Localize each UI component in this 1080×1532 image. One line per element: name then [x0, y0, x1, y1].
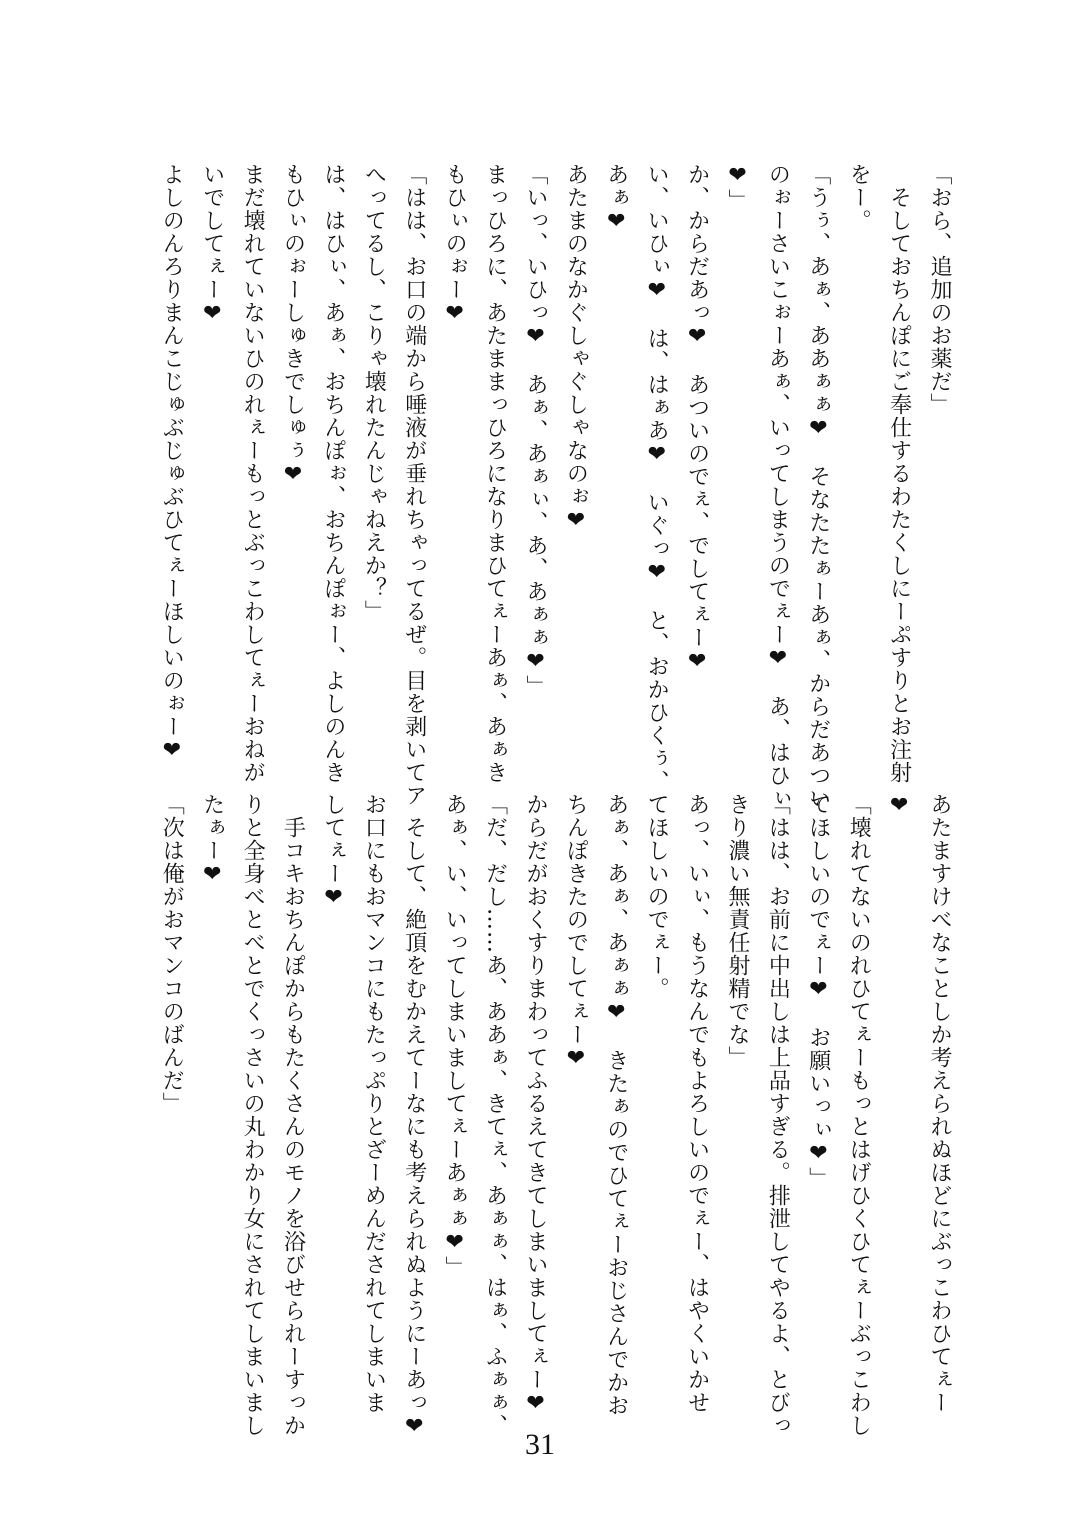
text-column: 「だ、だし……あ、ああぁ、きてぇ、あぁぁ、はぁ、ふぁぁ、: [482, 793, 508, 1437]
text-column: 手コキおちんぽからもたくさんのモノを浴びせられーすっか: [280, 793, 306, 1437]
text-column: へってるし、こりゃ壊れたんじゃねえか？」: [361, 163, 387, 623]
text-column: してぇー❤: [320, 793, 346, 911]
text-column: ちんぽきたのでしてぇー❤: [563, 793, 589, 1072]
text-column: からだがおくすりまわってふるえてきてしまいましてぇー❤: [522, 793, 548, 1417]
text-column: あぁ、あぁ、あぁぁ❤ きたぁのでひてぇーおじさんでかお: [603, 793, 629, 1417]
text-column: をー。: [846, 163, 872, 232]
text-column: 「おら、追加のお薬だ」: [927, 163, 952, 416]
text-column: あぁ、い、いってしまいましてぇーあぁぁ❤」: [442, 793, 468, 1279]
text-column: たぁー❤: [199, 793, 225, 888]
text-column: は、はひぃ、あぁ、おちんぽぉ、おちんぽぉー、よしのんき: [320, 163, 346, 784]
text-column: 「はは、お前に中出しは上品すぎる。排泄してやるよ、とびっ: [765, 793, 791, 1437]
text-column: のぉーさいこぉーあぁ、いってしまうのでぇー❤ あ、はひぃ: [765, 163, 791, 810]
text-column: まだ壊れていないひのれぇーもっとぶっこわしてぇーおねが: [240, 163, 266, 784]
text-column: りと全身べとべとでくっさいの丸わかり女にされてしまいまし: [240, 793, 266, 1437]
text-column: そして、絶頂をむかえてーなにも考えられぬようにーあっ❤: [401, 793, 427, 1440]
text-column: ❤」: [724, 163, 750, 212]
text-column: 「うぅ、あぁ、ああぁぁ❤ そなたたぁーあぁ、からだあつい: [805, 163, 831, 810]
text-column: もひぃのぉーしゅきでしゅぅ❤: [280, 163, 306, 488]
upper-text-block: [149, 163, 959, 810]
text-column: 「壊れてないのれひてぇーもっとはげひくひてぇーぶっこわし: [846, 793, 872, 1437]
text-column: か、からだあっ❤ あついのでぇ、でしてぇー❤: [684, 163, 710, 675]
text-column: あたまのなかぐしゃぐしゃなのぉ❤: [563, 163, 589, 534]
text-column: てほしいのでぇー❤ お願いっぃ❤」: [805, 793, 831, 1190]
text-column: いでしてぇー❤: [199, 163, 225, 327]
text-column: まっひろに、あたままっひろになりまひてぇーあぁ、あぁき: [482, 163, 508, 784]
text-column: 「次は俺がおマンコのばんだ」: [159, 793, 185, 1115]
text-column: 「いっ、いひっ❤ あぁ、あぁぃ、あ、あぁぁ❤」: [522, 163, 548, 698]
page-number: 31: [525, 1428, 555, 1461]
text-column: お口にもおマンコにもたっぷりとざーめんだされてしまいま: [361, 793, 387, 1414]
text-column: ❤: [886, 793, 912, 819]
text-column: きり濃い無責任射精でな」: [724, 793, 750, 1069]
lower-text-block: [149, 793, 959, 1440]
text-column: そしておちんぽにご奉仕するわたくしにーぷすりとお注射: [886, 163, 912, 784]
text-column: あっ、いぃ、もうなんでもよろしいのでぇー、はやくいかせ: [684, 793, 710, 1414]
text-column: あぁ❤: [603, 163, 629, 235]
text-column: てほしいのでぇー。: [644, 793, 670, 1000]
text-column: い、いひぃ❤ は、はぁあ❤ いぐっ❤ と、おかひくぅ、: [644, 163, 670, 793]
text-column: 「はは、お口の端から唾液が垂れちゃってるぜ。目を剥いてア: [401, 163, 427, 807]
text-column: よしのんろりまんこじゅぶじゅぶひてぇーほしいのぉー❤: [159, 163, 185, 764]
text-column: もひぃのぉー❤: [442, 163, 468, 327]
text-column: あたますけべなことしか考えられぬほどにぶっこわひてぇー: [927, 793, 952, 1414]
